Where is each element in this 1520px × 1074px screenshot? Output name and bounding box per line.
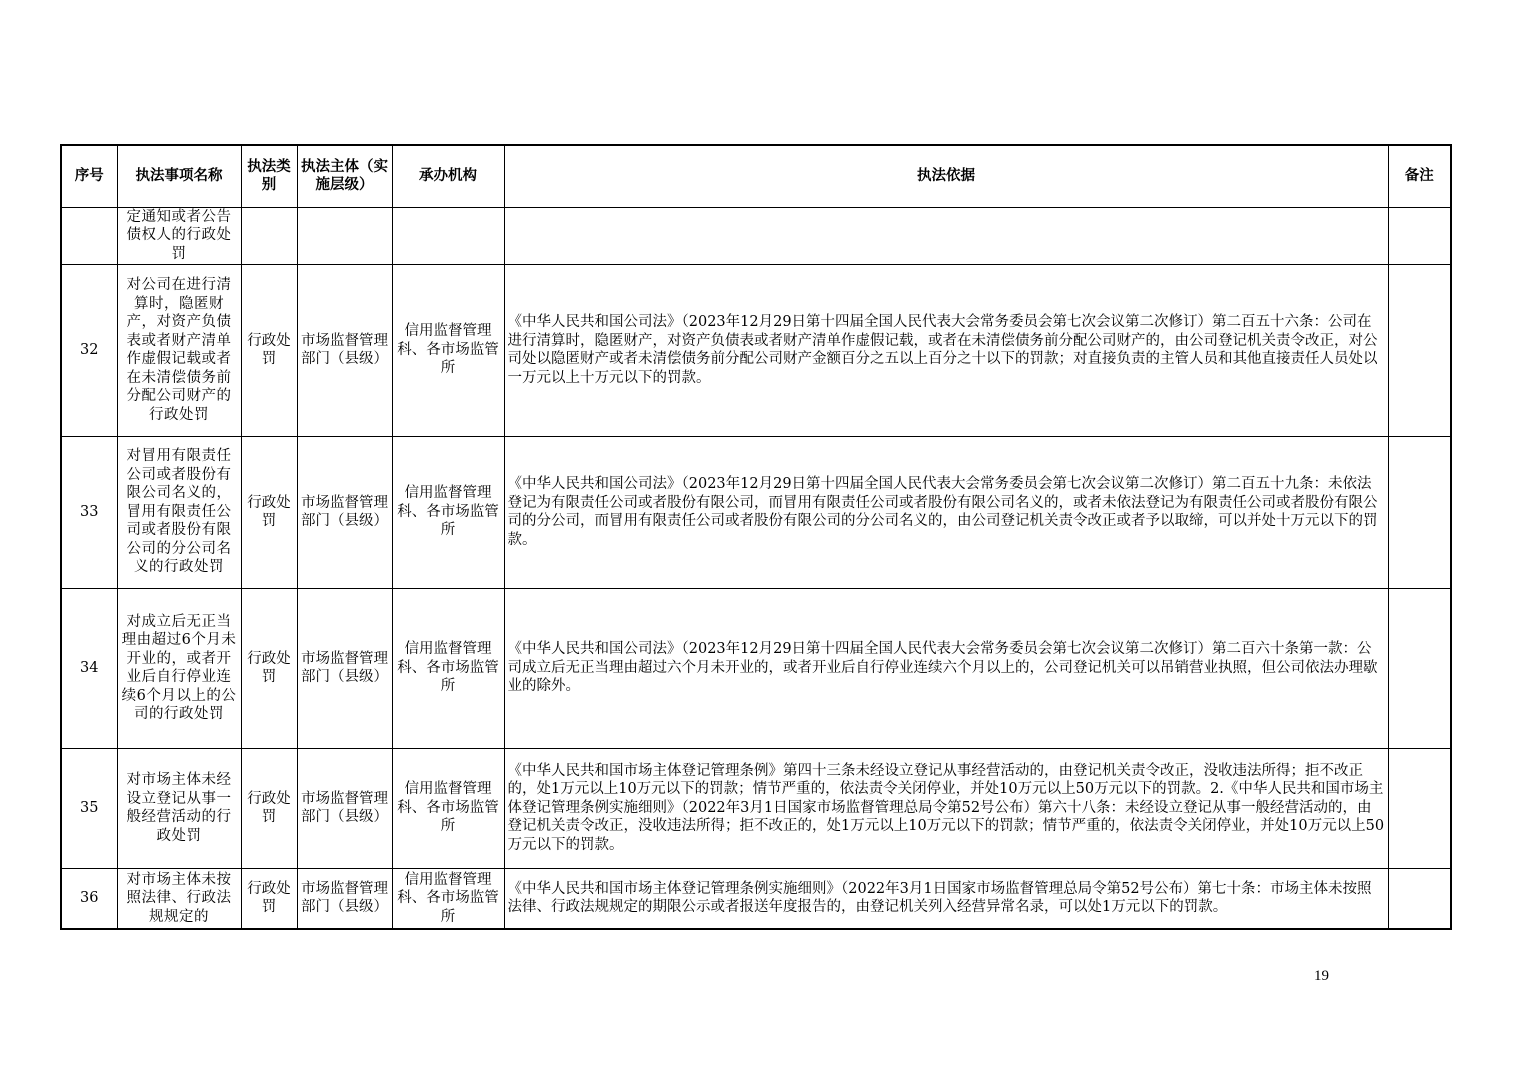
cell-category: 行政处罚: [241, 748, 297, 868]
cell-category: 行政处罚: [241, 436, 297, 588]
cell-category: 行政处罚: [241, 264, 297, 436]
header-subject: 执法主体（实施层级）: [297, 145, 392, 207]
cell-item-name: 对市场主体未按照法律、行政法规规定的: [117, 868, 241, 929]
header-remark: 备注: [1388, 145, 1451, 207]
cell-item-name: 定通知或者公告债权人的行政处罚: [117, 207, 241, 264]
cell-category: [241, 207, 297, 264]
cell-category: 行政处罚: [241, 868, 297, 929]
cell-agency: 信用监督管理科、各市场监管所: [392, 436, 504, 588]
table-row: [61, 588, 1451, 748]
cell-subject: [297, 207, 392, 264]
cell-basis: [504, 207, 1388, 264]
cell-item-name: 对冒用有限责任公司或者股份有限公司名义的，冒用有限责任公司或者股份有限公司的分公司名义的行政处罚: [117, 436, 241, 588]
cell-basis: 《中华人民共和国市场主体登记管理条例实施细则》（2022年3月1日国家市场监督管理总局令第52号公布）第七十条：市场主体未按照法律、行政法规规定的期限公示或者报送年度报告的，由登记机关列入经营异常名录，可以处1万元以下的罚款。: [504, 868, 1388, 929]
cell-agency: [392, 207, 504, 264]
cell-remark: [1388, 748, 1451, 868]
cell-seq: 33: [61, 436, 117, 588]
cell-remark: [1388, 436, 1451, 588]
table-row: [61, 868, 1451, 929]
header-seq: 序号: [61, 145, 117, 207]
cell-seq: 34: [61, 588, 117, 748]
cell-basis: 《中华人民共和国公司法》（2023年12月29日第十四届全国人民代表大会常务委员会第七次会议第二次修订）第二百六十条第一款：公司成立后无正当理由超过六个月未开业的，或者开业后自行停业连续六个月以上的，公司登记机关可以吊销营业执照，但公司依法办理歇业的除外。: [504, 588, 1388, 748]
cell-subject: 市场监督管理部门（县级）: [297, 868, 392, 929]
cell-agency: 信用监督管理科、各市场监管所: [392, 868, 504, 929]
cell-remark: [1388, 868, 1451, 929]
cell-basis: 《中华人民共和国公司法》（2023年12月29日第十四届全国人民代表大会常务委员会第七次会议第二次修订）第二百五十六条：公司在进行清算时，隐匿财产，对资产负债表或者财产清单作虚假记载，或者在未清偿债务前分配公司财产的，由公司登记机关责令改正，对公司处以隐匿财产或者未清偿债务前分配公司财产金额百分之五以上百分之十以下的罚款；对直接负责的主管人员和其他直接责任人员处以一万元以上十万元以下的罚款。: [504, 264, 1388, 436]
cell-item-name: 对市场主体未经设立登记从事一般经营活动的行政处罚: [117, 748, 241, 868]
cell-subject: 市场监督管理部门（县级）: [297, 264, 392, 436]
cell-seq: [61, 207, 117, 264]
header-category: 执法类别: [241, 145, 297, 207]
cell-seq: 32: [61, 264, 117, 436]
header-basis: 执法依据: [504, 145, 1388, 207]
cell-agency: 信用监督管理科、各市场监管所: [392, 588, 504, 748]
header-item-name: 执法事项名称: [117, 145, 241, 207]
cell-agency: 信用监督管理科、各市场监管所: [392, 748, 504, 868]
cell-basis: 《中华人民共和国市场主体登记管理条例》第四十三条未经设立登记从事经营活动的，由登记机关责令改正，没收违法所得；拒不改正的，处1万元以上10万元以下的罚款；情节严重的，依法责令关闭停业，并处10万元以上50万元以下的罚款。2.《中华人民共和国市场主体登记管理条例实施细则》（2022年3月1日国家市场监督管理总局令第52号公布）第六十八条：未经设立登记从事一般经营活动的，由登记机关责令改正，没收违法所得；拒不改正的，处1万元以上10万元以下的罚款；情节严重的，依法责令关闭停业，并处10万元以上50万元以下的罚款。: [504, 748, 1388, 868]
table-row: [61, 264, 1451, 436]
cell-basis: 《中华人民共和国公司法》（2023年12月29日第十四届全国人民代表大会常务委员会第七次会议第二次修订）第二百五十九条：未依法登记为有限责任公司或者股份有限公司，而冒用有限责任公司或者股份有限公司名义的，或者未依法登记为有限责任公司或者股份有限公司的分公司，而冒用有限责任公司或者股份有限公司的分公司名义的，由公司登记机关责令改正或者予以取缔，可以并处十万元以下的罚款。: [504, 436, 1388, 588]
cell-category: 行政处罚: [241, 588, 297, 748]
cell-subject: 市场监督管理部门（县级）: [297, 436, 392, 588]
cell-remark: [1388, 207, 1451, 264]
cell-subject: 市场监督管理部门（县级）: [297, 588, 392, 748]
cell-seq: 35: [61, 748, 117, 868]
table-row: [61, 748, 1451, 868]
cell-subject: 市场监督管理部门（县级）: [297, 748, 392, 868]
header-row: [61, 145, 1451, 207]
cell-agency: 信用监督管理科、各市场监管所: [392, 264, 504, 436]
page-number: 19: [1314, 968, 1329, 984]
cell-item-name: 对公司在进行清算时，隐匿财产，对资产负债表或者财产清单作虚假记载或者在未清偿债务前分配公司财产的行政处罚: [117, 264, 241, 436]
header-agency: 承办机构: [392, 145, 504, 207]
cell-remark: [1388, 588, 1451, 748]
cell-seq: 36: [61, 868, 117, 929]
table-row-continuation: [61, 207, 1451, 264]
cell-item-name: 对成立后无正当理由超过6个月未开业的，或者开业后自行停业连续6个月以上的公司的行政处罚: [117, 588, 241, 748]
cell-remark: [1388, 264, 1451, 436]
table-row: [61, 436, 1451, 588]
enforcement-table: [60, 144, 1452, 930]
